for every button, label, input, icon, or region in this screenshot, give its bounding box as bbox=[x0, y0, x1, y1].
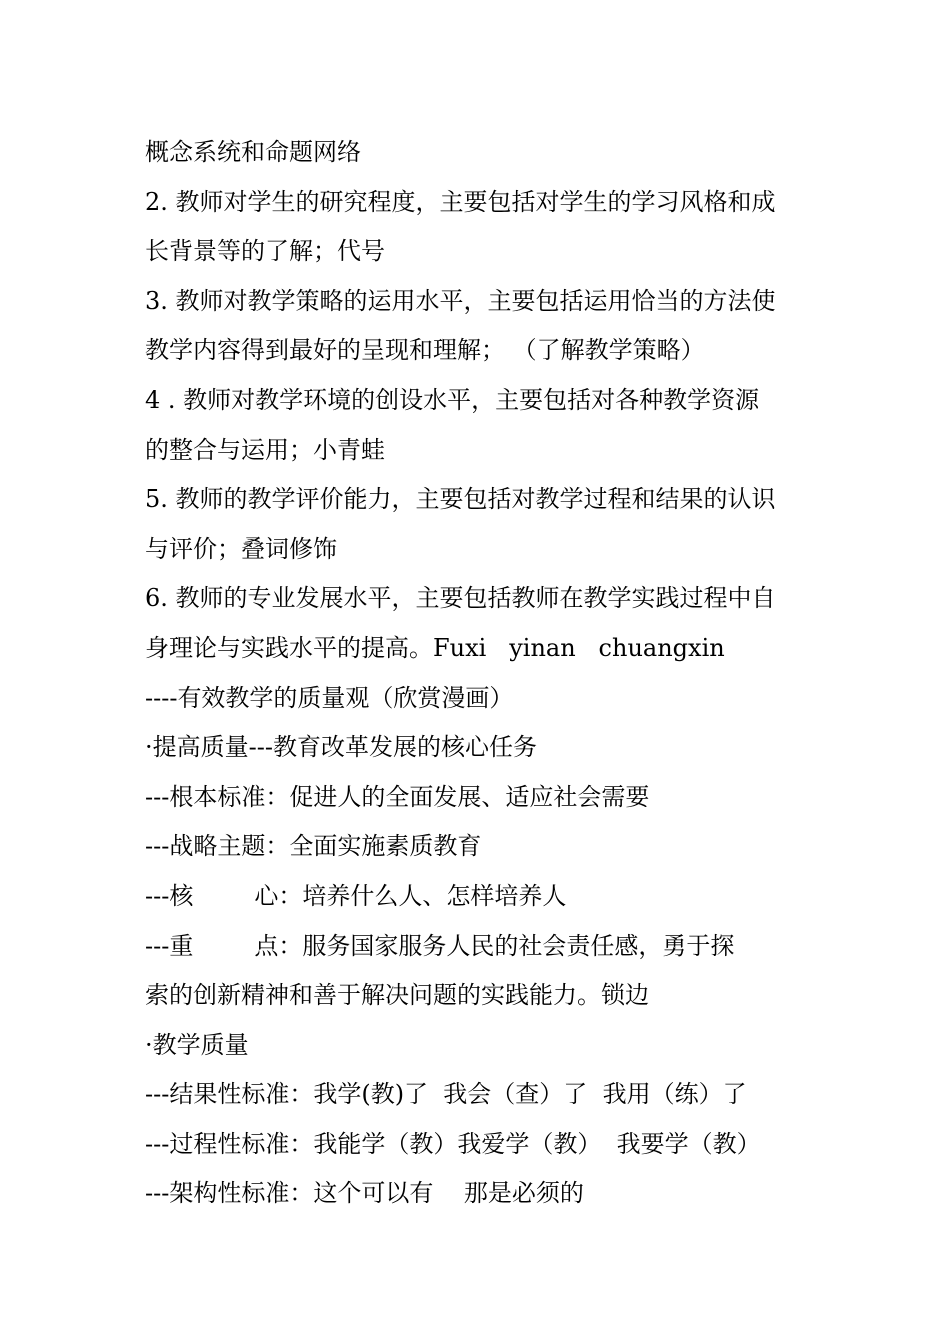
text-line: 6. 教师的专业发展水平，主要包括教师在教学实践过程中自 bbox=[145, 584, 776, 613]
text-line: 身理论与实践水平的提高。Fuxi yinan chuangxin bbox=[145, 633, 725, 662]
text-line: 2. 教师对学生的研究程度，主要包括对学生的学习风格和成 bbox=[145, 187, 776, 216]
text-line: ---根本标准：促进人的全面发展、适应社会需要 bbox=[145, 782, 650, 811]
text-line: 4 . 教师对教学环境的创设水平，主要包括对各种教学资源 bbox=[145, 385, 760, 414]
document-body bbox=[145, 128, 815, 1219]
text-line: 概念系统和命题网络 bbox=[145, 138, 361, 166]
bullet-item: ·教学质量 bbox=[145, 1030, 249, 1059]
text-line: 索的创新精神和善于解决问题的实践能力。锁边 bbox=[145, 981, 649, 1010]
text-line: 的整合与运用；小青蛙 bbox=[145, 435, 385, 464]
text-line: 教学内容得到最好的呈现和理解； （了解教学策略） bbox=[145, 336, 705, 365]
text-line: 5. 教师的教学评价能力，主要包括对教学过程和结果的认识 bbox=[145, 485, 776, 514]
text-line: ---战略主题：全面实施素质教育 bbox=[145, 832, 482, 861]
bullet-item: ·提高质量---教育改革发展的核心任务 bbox=[145, 733, 537, 762]
text-line: ---核 心：培养什么人、怎样培养人 bbox=[145, 881, 567, 910]
text-line: ---结果性标准：我学(教)了 我会（查）了 我用（练）了 bbox=[145, 1080, 747, 1109]
section-heading: ----有效教学的质量观（欣赏漫画） bbox=[145, 683, 514, 712]
text-line: ---重 点：服务国家服务人民的社会责任感，勇于探 bbox=[145, 931, 735, 960]
text-line: ---架构性标准：这个可以有 那是必须的 bbox=[145, 1179, 584, 1208]
text-line: ---过程性标准：我能学（教）我爱学（教） 我要学（教） bbox=[145, 1129, 761, 1158]
text-line: 3. 教师对教学策略的运用水平，主要包括运用恰当的方法使 bbox=[145, 286, 776, 315]
text-line: 长背景等的了解；代号 bbox=[145, 237, 385, 266]
text-line: 与评价；叠词修饰 bbox=[145, 534, 337, 563]
